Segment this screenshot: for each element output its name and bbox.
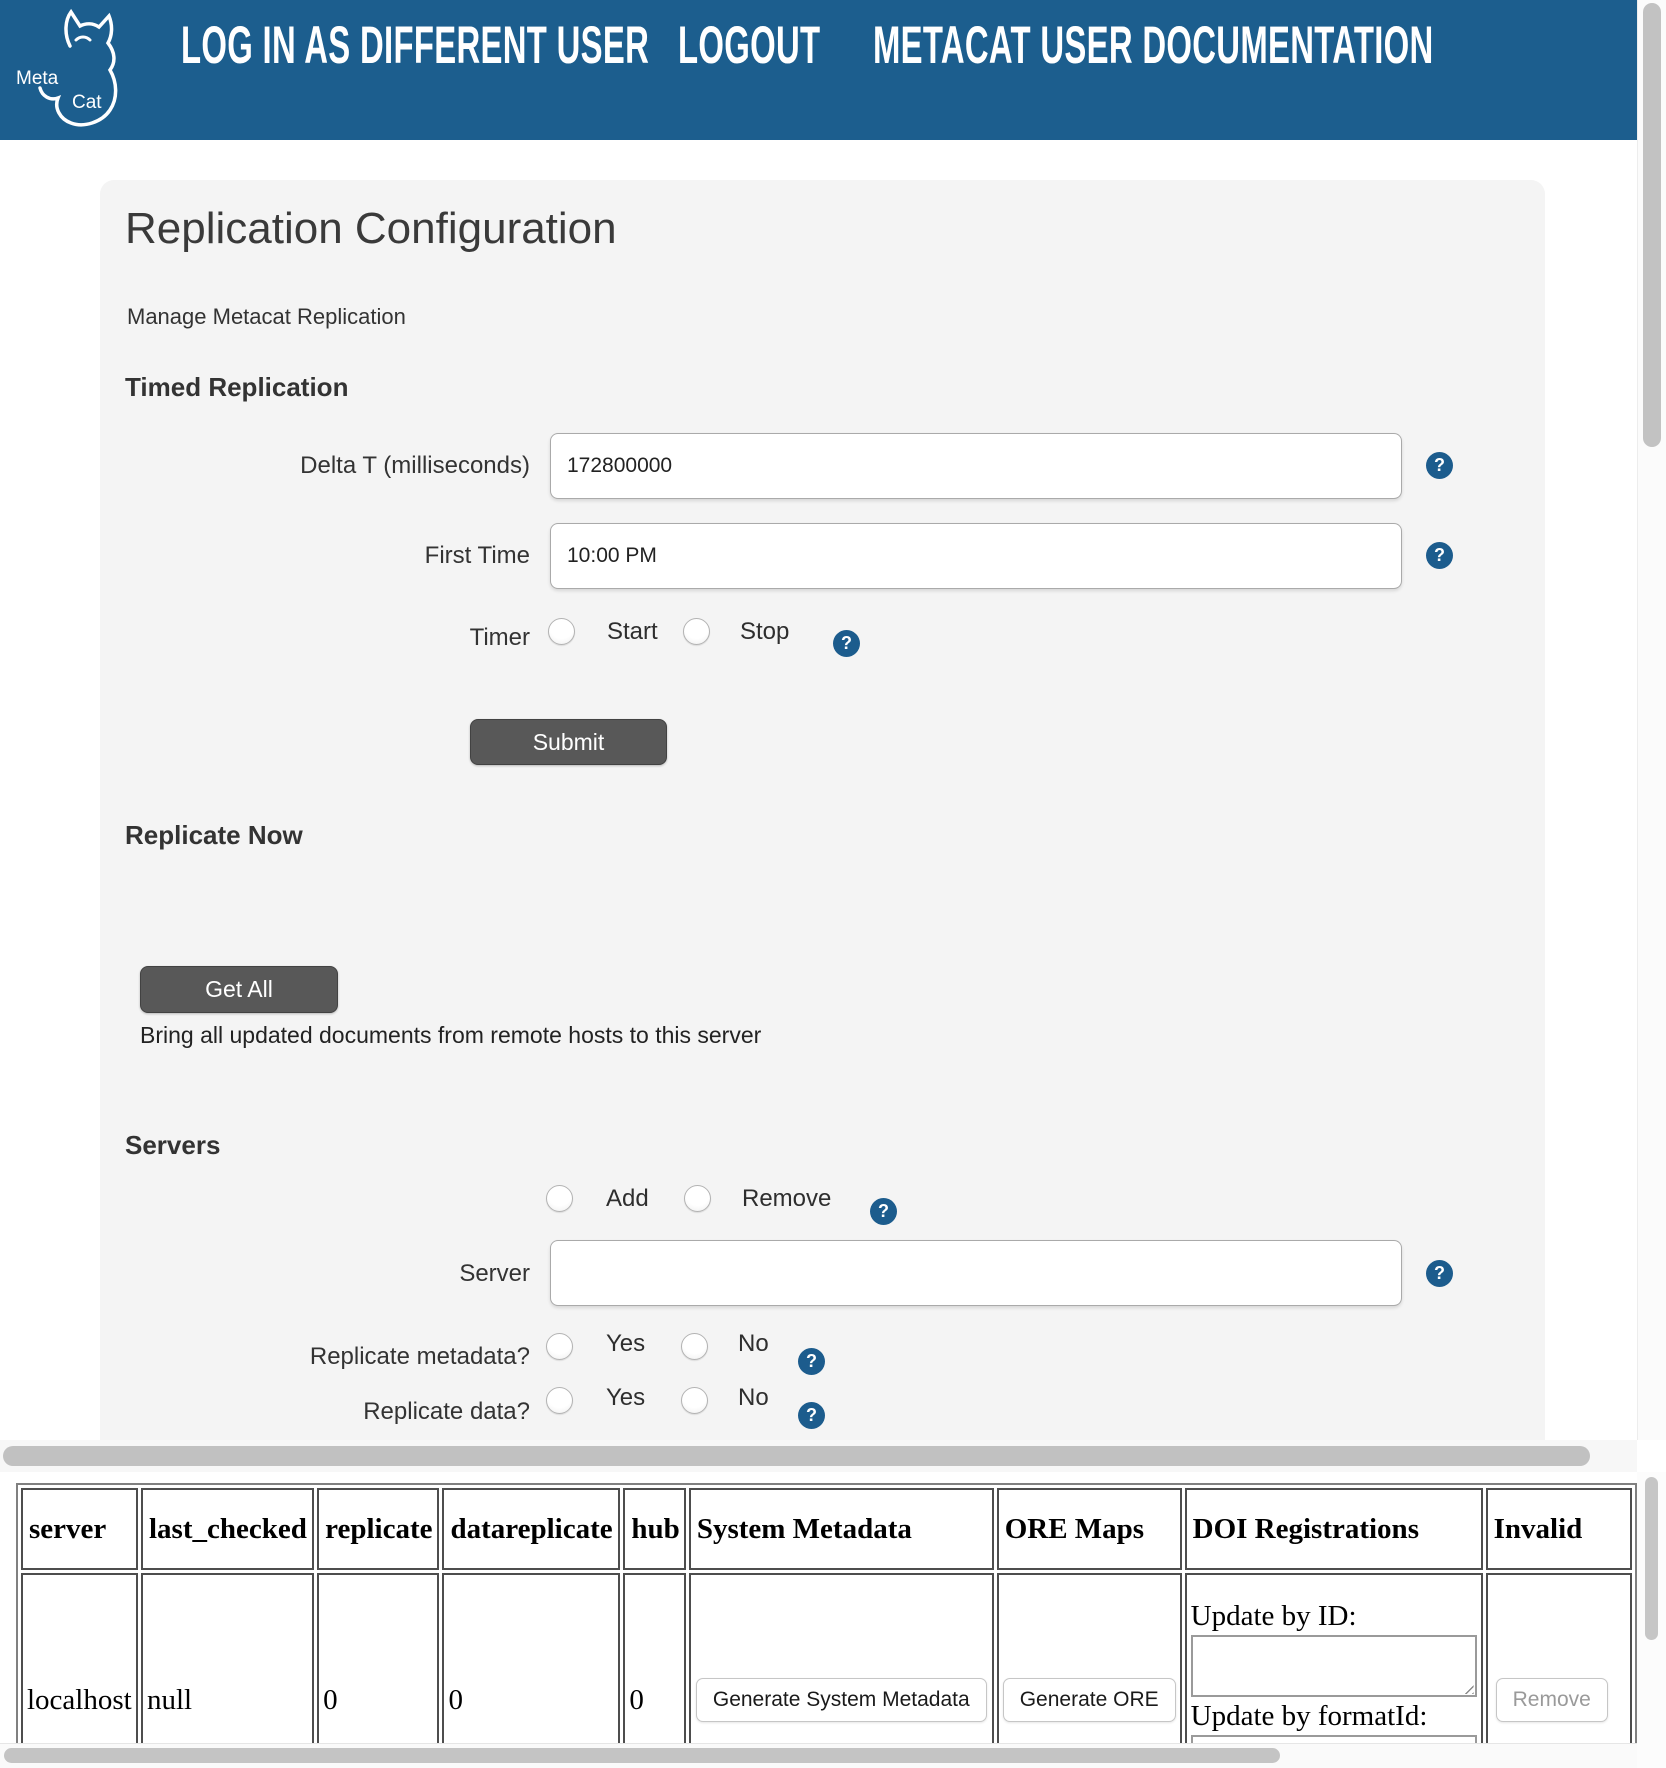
timer-help-icon[interactable]: ?	[833, 630, 860, 657]
replicate-data-no-label: No	[738, 1384, 769, 1411]
col-ore-maps: ORE Maps	[997, 1488, 1182, 1570]
replicate-metadata-label: Replicate metadata?	[309, 1343, 530, 1370]
col-hub: hub	[623, 1488, 685, 1570]
server-mode-help-icon[interactable]: ?	[870, 1198, 897, 1225]
replication-servers-table	[16, 1483, 1637, 1768]
table-row	[21, 1573, 1632, 1768]
timer-label: Timer	[469, 624, 530, 651]
replicate-data-yes-label: Yes	[606, 1384, 646, 1411]
table-horizontal-scrollbar[interactable]	[0, 1743, 1637, 1768]
navbar	[0, 0, 1637, 140]
nav-logout[interactable]: LOGOUT	[678, 16, 821, 75]
table-header-row	[21, 1488, 1632, 1570]
replicate-data-help-icon[interactable]: ?	[798, 1402, 825, 1429]
replicate-metadata-no-label: No	[738, 1330, 769, 1357]
cell-hub: 0	[623, 1573, 685, 1768]
logo-cat-text: Cat	[72, 92, 102, 113]
col-system-metadata: System Metadata	[689, 1488, 994, 1570]
col-doi-registrations: DOI Registrations	[1185, 1488, 1483, 1570]
replicate-data-no-radio[interactable]	[681, 1387, 708, 1414]
replicate-data-yes-radio[interactable]	[546, 1387, 573, 1414]
table-vertical-scrollbar[interactable]	[1637, 1472, 1666, 1768]
col-invalid: Invalid	[1486, 1488, 1632, 1570]
replicate-data-label: Replicate data?	[363, 1398, 530, 1425]
upper-horizontal-scrollbar[interactable]	[0, 1440, 1637, 1472]
cell-datareplicate: 0	[442, 1573, 620, 1768]
server-remove-label: Remove	[742, 1185, 832, 1212]
delta-t-input[interactable]	[550, 433, 1402, 499]
cell-replicate: 0	[317, 1573, 439, 1768]
cell-last-checked: null	[141, 1573, 314, 1768]
timer-stop-label: Stop	[740, 618, 790, 645]
upper-horizontal-scrollbar-thumb[interactable]	[3, 1446, 1590, 1466]
submit-button[interactable]: Submit	[470, 719, 667, 765]
server-help-icon[interactable]: ?	[1426, 1260, 1453, 1287]
replicate-metadata-yes-radio[interactable]	[546, 1333, 573, 1360]
first-time-input[interactable]	[550, 523, 1402, 589]
replicate-now-heading: Replicate Now	[125, 820, 303, 850]
delta-t-label: Delta T (milliseconds)	[300, 452, 530, 479]
col-replicate: replicate	[317, 1488, 439, 1570]
cell-ore-maps	[997, 1573, 1182, 1768]
col-server: server	[21, 1488, 138, 1570]
update-by-id-label: Update by ID:	[1190, 1600, 1357, 1632]
logo-meta-text: Meta	[16, 68, 59, 89]
replication-config-card	[100, 180, 1545, 1440]
timer-stop-radio[interactable]	[683, 618, 710, 645]
nav-login-different-user[interactable]: LOG IN AS DIFFERENT USER	[181, 16, 650, 75]
server-table-pane	[0, 1472, 1637, 1768]
generate-system-metadata-button[interactable]: Generate System Metadata	[696, 1678, 987, 1722]
page-title: Replication Configuration	[125, 204, 617, 253]
cell-server: localhost	[21, 1573, 138, 1768]
server-add-radio[interactable]	[546, 1185, 573, 1212]
cell-system-metadata	[689, 1573, 994, 1768]
servers-heading: Servers	[125, 1130, 221, 1160]
first-time-label: First Time	[424, 542, 530, 569]
server-label: Server	[459, 1260, 530, 1287]
server-remove-radio[interactable]	[684, 1185, 711, 1212]
server-add-label: Add	[606, 1185, 649, 1212]
get-all-button[interactable]: Get All	[140, 966, 338, 1013]
metacat-logo-icon	[14, 6, 134, 130]
timed-replication-heading: Timed Replication	[125, 372, 349, 402]
cell-invalid	[1486, 1573, 1632, 1768]
page-subtitle: Manage Metacat Replication	[127, 304, 406, 329]
timer-start-radio[interactable]	[548, 618, 575, 645]
timer-start-label: Start	[607, 618, 658, 645]
table-vertical-scrollbar-thumb[interactable]	[1645, 1477, 1658, 1640]
first-time-help-icon[interactable]: ?	[1426, 542, 1453, 569]
server-input[interactable]	[550, 1240, 1402, 1306]
upper-vertical-scrollbar[interactable]	[1637, 0, 1666, 1440]
col-datareplicate: datareplicate	[442, 1488, 620, 1570]
replicate-metadata-help-icon[interactable]: ?	[798, 1348, 825, 1375]
cell-doi-registrations	[1185, 1573, 1483, 1768]
upper-vertical-scrollbar-thumb[interactable]	[1643, 3, 1661, 447]
nav-metacat-user-documentation[interactable]: METACAT USER DOCUMENTATION	[873, 16, 1434, 75]
replicate-metadata-yes-label: Yes	[606, 1330, 646, 1357]
get-all-description: Bring all updated documents from remote hosts to this server	[140, 1022, 762, 1048]
update-by-formatid-label: Update by formatId:	[1190, 1700, 1428, 1732]
update-by-id-textarea[interactable]	[1191, 1635, 1477, 1697]
generate-ore-button[interactable]: Generate ORE	[1003, 1678, 1176, 1722]
delta-t-help-icon[interactable]: ?	[1426, 452, 1453, 479]
remove-button[interactable]: Remove	[1496, 1678, 1608, 1722]
col-last-checked: last_checked	[141, 1488, 314, 1570]
replicate-metadata-no-radio[interactable]	[681, 1333, 708, 1360]
table-horizontal-scrollbar-thumb[interactable]	[4, 1748, 1280, 1763]
